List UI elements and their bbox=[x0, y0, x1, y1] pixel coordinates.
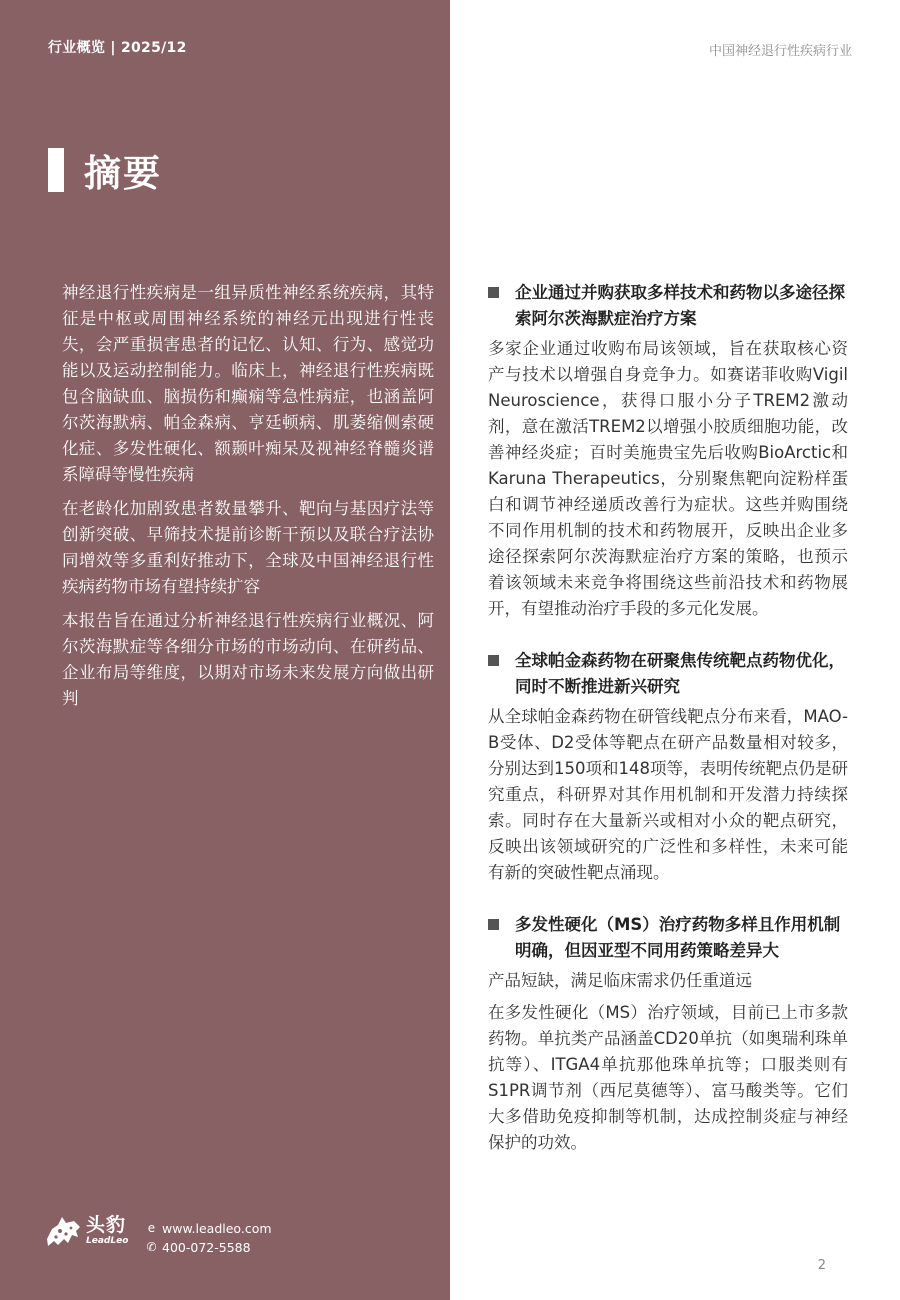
website-row[interactable] bbox=[145, 1219, 272, 1238]
finding-body: 从全球帕金森药物在研管线靶点分布来看，MAO-B受体、D2受体等靶点在研产品数量相对较多，分别达到150项和148项等，表明传统靶点仍是研究重点，科研界对其作用机制和开发潜力持续探索。同时存在大量新兴或相对小众的靶点研究，反映出该领域研究的广泛性和多样性，未来可能有新的突破性靶点涌现。 bbox=[488, 707, 848, 882]
phone-number: 400-072-5588 bbox=[162, 1240, 251, 1255]
summary-paragraph: 本报告旨在通过分析神经退行性疾病行业概况、阿尔茨海默症等各细分市场的市场动向、在研药品、企业布局等维度，以期对市场未来发展方向做出研判 bbox=[62, 611, 434, 708]
finding-heading bbox=[488, 280, 848, 332]
square-bullet-icon bbox=[488, 287, 499, 298]
leopard-logo-icon bbox=[44, 1213, 82, 1249]
web-icon: e bbox=[147, 1221, 156, 1235]
finding-heading bbox=[488, 648, 848, 700]
summary-paragraph: 神经退行性疾病是一组异质性神经系统疾病，其特征是中枢或周围神经系统的神经元出现进行性丧失，会严重损害患者的记忆、认知、行为、感觉功能以及运动控制能力。临床上，神经退行性疾病既包含脑缺血、脑损伤和癫痫等急性病症，也涵盖阿尔茨海默病、帕金森病、亨廷顿病、肌萎缩侧索硬化症、多发性硬化、额颞叶痴呆及视神经脊髓炎谱系障碍等慢性疾病 bbox=[62, 283, 434, 484]
section-title-block bbox=[48, 148, 162, 195]
industry-title: 中国神经退行性疾病行业 bbox=[708, 44, 852, 59]
key-findings bbox=[488, 280, 848, 1182]
finding-title: 企业通过并购获取多样技术和药物以多途径探索阿尔茨海默症治疗方案 bbox=[515, 283, 845, 328]
finding-section bbox=[488, 912, 848, 1156]
report-type-date: 行业概览 | 2025/12 bbox=[48, 40, 187, 56]
finding-body: 在多发性硬化（MS）治疗领域，目前已上市多款药物。单抗类产品涵盖CD20单抗（如奥瑞利珠单抗等）、ITGA4单抗那他珠单抗等；口服类则有S1PR调节剂（西尼莫德等）、富马酸类等。它们大多借助免疫抑制等机制，达成控制炎症与神经保护的功效。 bbox=[488, 1003, 848, 1152]
square-bullet-icon bbox=[488, 919, 499, 930]
finding-section bbox=[488, 280, 848, 622]
phone-row bbox=[145, 1238, 272, 1257]
finding-subtitle: 产品短缺，满足临床需求仍任重道远 bbox=[488, 971, 752, 990]
finding-section bbox=[488, 648, 848, 886]
website-link[interactable]: www.leadleo.com bbox=[162, 1221, 272, 1236]
brand-name-en: LeadLeo bbox=[86, 1236, 129, 1246]
phone-icon: ✆ bbox=[146, 1240, 157, 1254]
page-title: 摘要 bbox=[84, 152, 162, 195]
finding-heading bbox=[488, 912, 848, 964]
brand-name bbox=[86, 1215, 128, 1247]
finding-title: 全球帕金森药物在研聚焦传统靶点药物优化，同时不断推进新兴研究 bbox=[515, 651, 845, 696]
page-number: 2 bbox=[817, 1258, 826, 1273]
summary-paragraph: 在老龄化加剧致患者数量攀升、靶向与基因疗法等创新突破、早筛技术提前诊断干预以及联合疗法协同增效等多重利好推动下，全球及中国神经退行性疾病药物市场有望持续扩容 bbox=[62, 499, 434, 596]
summary-text bbox=[62, 280, 434, 720]
square-bullet-icon bbox=[488, 655, 499, 666]
brand-logo bbox=[44, 1213, 128, 1249]
brand-name-cn: 头豹 bbox=[86, 1214, 127, 1236]
contact-info bbox=[145, 1219, 272, 1257]
finding-body: 多家企业通过收购布局该领域，旨在获取核心资产与技术以增强自身竞争力。如赛诺菲收购Vigil Neuroscience，获得口服小分子TREM2激动剂，意在激活TREM2以增强小胶质细胞功能，改善神经炎症；百时美施贵宝先后收购BioArctic和Karuna Therapeutics，分别聚焦靶向淀粉样蛋白和调节神经递质改善行为症状。这些并购围绕不同作用机制的技术和药物展开，反映出企业多途径探索阿尔茨海默症治疗方案的策略，也预示着该领域未来竞争将围绕这些前沿技术和药物展开，有望推动治疗手段的多元化发展。 bbox=[488, 339, 848, 618]
title-accent-bar bbox=[48, 148, 64, 192]
finding-title: 多发性硬化（MS）治疗药物多样且作用机制明确，但因亚型不同用药策略差异大 bbox=[515, 915, 841, 960]
